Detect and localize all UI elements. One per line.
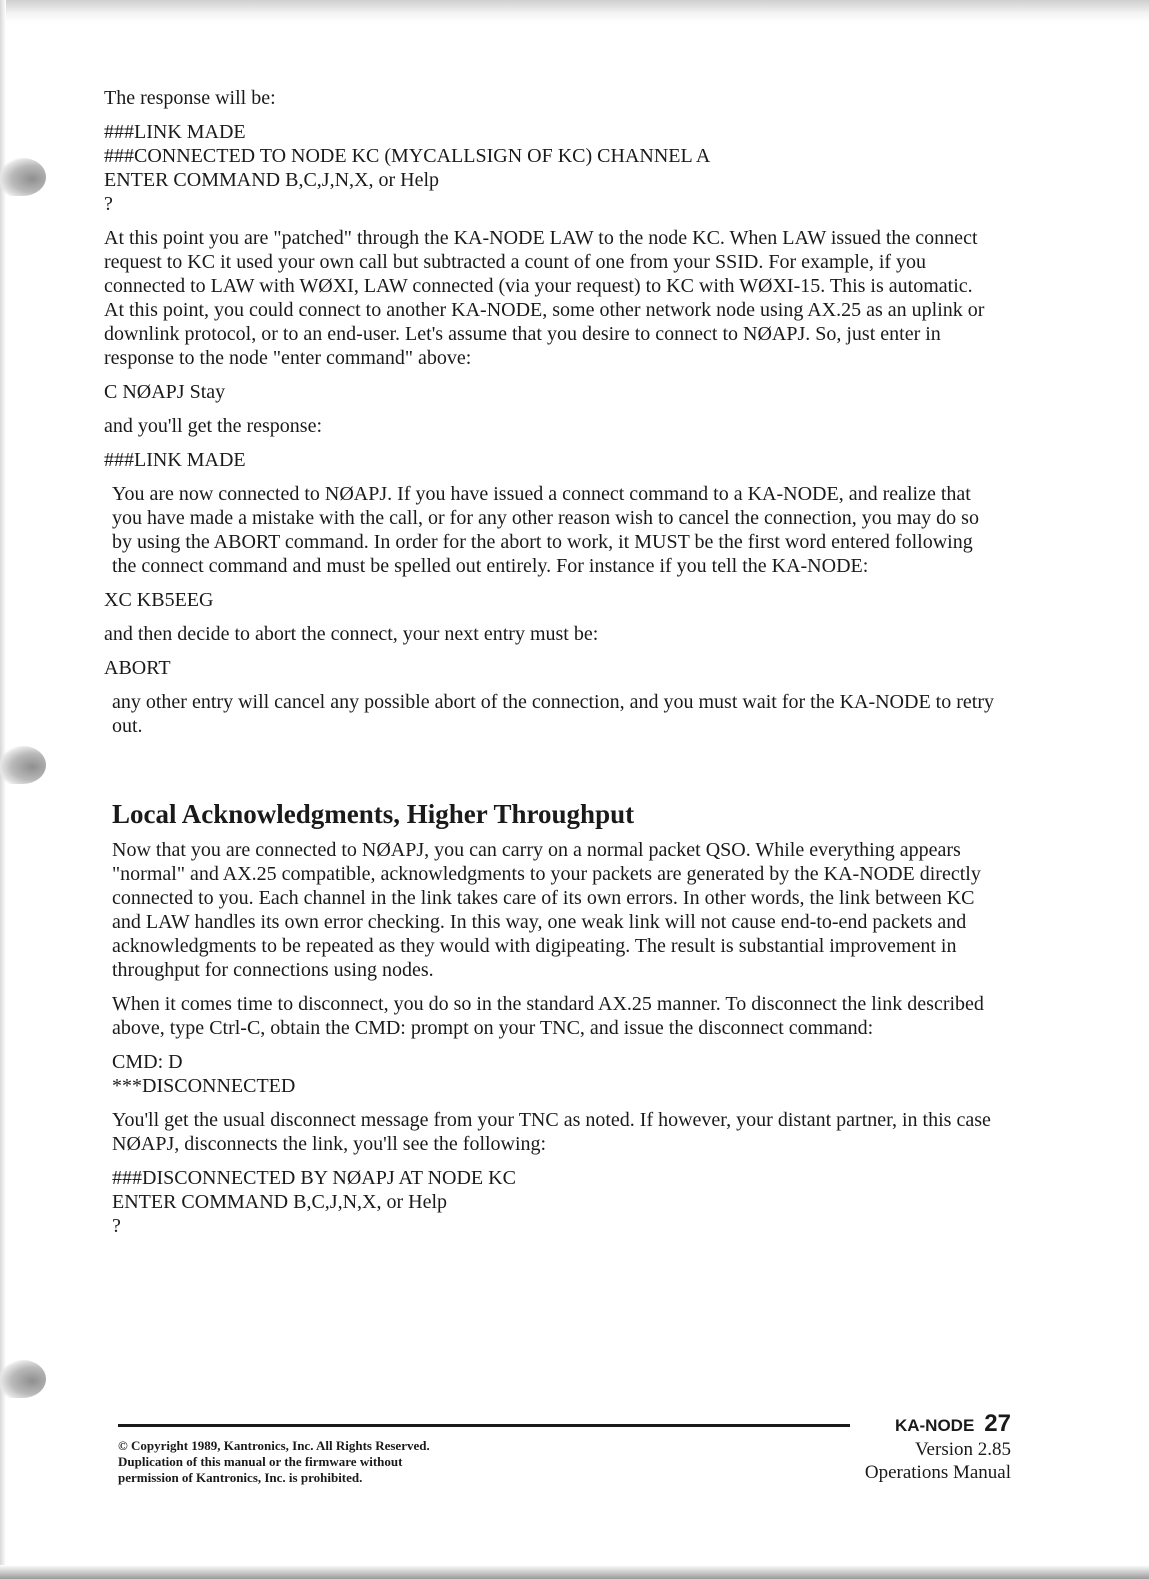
disconnect-line: ***DISCONNECTED <box>112 1075 296 1097</box>
binding-hole-2 <box>0 746 46 784</box>
section-heading: Local Acknowledgments, Higher Throughput <box>112 799 635 829</box>
footer-rule <box>118 1424 850 1427</box>
page-content <box>104 86 994 1248</box>
response-line: ? <box>104 193 113 215</box>
connect-command: C NØAPJ Stay <box>104 381 226 403</box>
brand-name: KA-NODE <box>894 1416 975 1435</box>
response-block <box>104 120 994 216</box>
footer-title-row <box>751 1410 1011 1438</box>
section-paragraph-1: Now that you are connected to NØAPJ, you can carry on a normal packet QSO. While everything appears "normal" and AX.25 compatible, acknowledgments to your packets are generated by the KA-NODE directly connected to you. Each channel in the link takes care of its own errors. In other words, the link between KC and LAW handles its own error checking. In this way, one weak link will not cause end-to-end packets and acknowledgments to be repeated as they would with digipeating. The result is substantial improvement in throughput for connections using nodes. <box>112 839 981 981</box>
copyright-line: Duplication of this manual or the firmware without <box>118 1454 403 1469</box>
final-block <box>104 1166 994 1238</box>
patched-paragraph: At this point you are "patched" through the KA-NODE LAW to the node KC. When LAW issued the connect request to KC it used your own call but subtracted a count of one from your SSID. For example, if you connected to LAW with WØXI, LAW connected (via your request) to KC with WØXI-15. This is automatic. At this point, you could connect to another KA-NODE, some other network node using AX.25 as an uplink or downlink protocol, or to an end-user. Let's assume that you desire to connect to NØAPJ. So, just enter in response to the node "enter command" above: <box>104 227 985 369</box>
xc-command: XC KB5EEG <box>104 589 214 611</box>
footer-right <box>751 1410 1011 1484</box>
response-line: ###LINK MADE <box>104 121 246 143</box>
section-paragraph-2: When it comes time to disconnect, you do so in the standard AX.25 manner. To disconnect the link described above, type Ctrl-C, obtain the CMD: prompt on your TNC, and issue the disconnect command: <box>112 993 984 1039</box>
copyright-line: © Copyright 1989, Kantronics, Inc. All Rights Reserved. <box>118 1438 430 1453</box>
page-left-edge <box>0 0 6 1579</box>
any-other-paragraph: any other entry will cancel any possible abort of the connection, and you must wait for the KA-NODE to retry out. <box>112 691 994 737</box>
version-text: Version 2.85 <box>914 1439 1011 1460</box>
page-bottom-edge <box>0 1565 1149 1579</box>
disconnect-line: CMD: D <box>112 1051 183 1073</box>
response-label: The response will be: <box>104 87 276 109</box>
manual-text: Operations Manual <box>864 1462 1011 1483</box>
abort-command: ABORT <box>104 657 171 679</box>
response-line: ENTER COMMAND B,C,J,N,X, or Help <box>104 169 439 191</box>
final-line: ###DISCONNECTED BY NØAPJ AT NODE KC <box>112 1167 516 1189</box>
page-number: 27 <box>984 1410 1011 1437</box>
copyright-line: permission of Kantronics, Inc. is prohibited. <box>118 1470 363 1485</box>
copyright-notice <box>118 1438 638 1486</box>
link-made-text: ###LINK MADE <box>104 449 246 471</box>
disconnect-block <box>104 1050 994 1098</box>
section-paragraph-3: You'll get the usual disconnect message from your TNC as noted. If however, your distant partner, in this case NØAPJ, disconnects the link, you'll see the following: <box>112 1109 991 1155</box>
binding-hole-1 <box>0 158 46 196</box>
response-line: ###CONNECTED TO NODE KC (MYCALLSIGN OF KC) CHANNEL A <box>104 145 711 167</box>
binding-hole-3 <box>0 1360 46 1398</box>
final-line: ENTER COMMAND B,C,J,N,X, or Help <box>112 1191 447 1213</box>
abort-paragraph: You are now connected to NØAPJ. If you have issued a connect command to a KA-NODE, and realize that you have made a mistake with the call, or for any other reason wish to cancel the connection, you may do so by using the ABORT command. In order for the abort to work, it MUST be the first word entered following the connect command and must be spelled out entirely. For instance if you tell the KA-NODE: <box>112 483 979 577</box>
get-response-text: and you'll get the response: <box>104 415 322 437</box>
then-decide-text: and then decide to abort the connect, your next entry must be: <box>104 623 599 645</box>
final-line: ? <box>112 1215 121 1237</box>
page-top-edge <box>0 0 1149 22</box>
